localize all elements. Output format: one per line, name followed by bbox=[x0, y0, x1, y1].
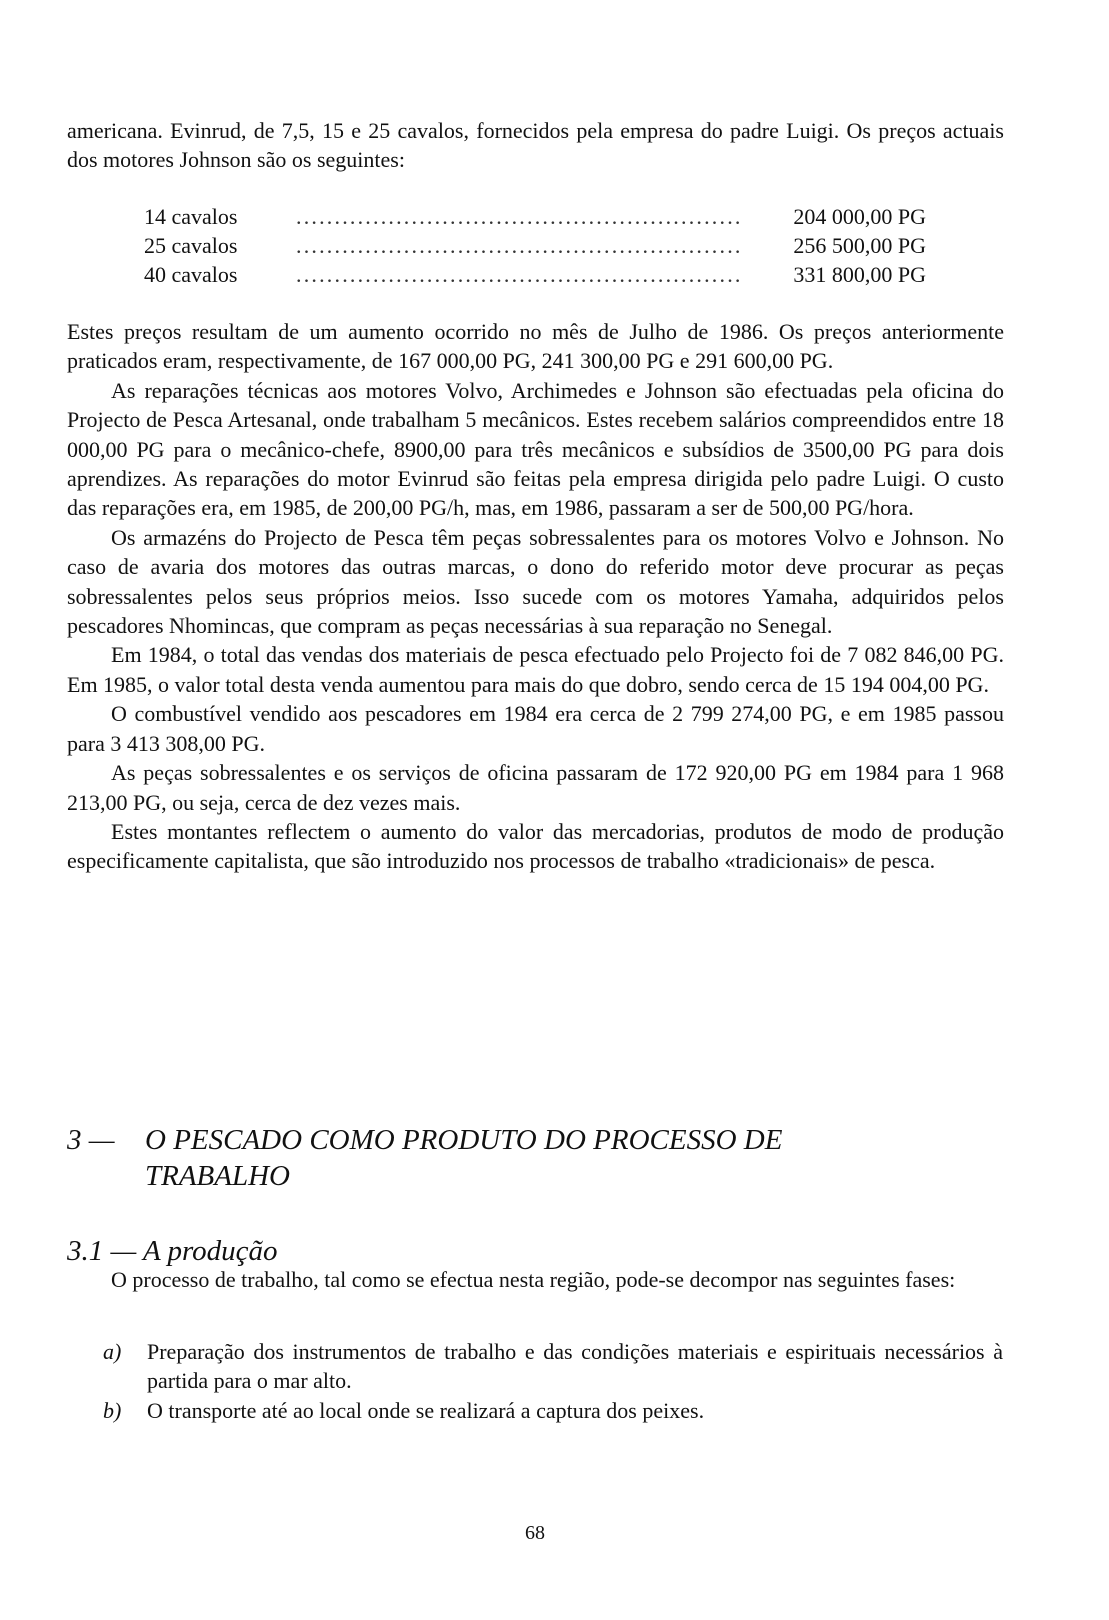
price-value: 256 500,00 PG bbox=[793, 233, 926, 258]
paragraph: O processo de trabalho, tal como se efectua nesta região, pode-se decompor nas seguintes fases: bbox=[111, 1267, 956, 1292]
price-label: 40 cavalos bbox=[144, 262, 238, 287]
paragraph: As reparações técnicas aos motores Volvo, Archimedes e Johnson são efectuadas pela oficina do Projecto de Pesca Artesanal, onde trabalham 5 mecânicos. Estes recebem salários compreendidos entre 18 000,00 PG para o mecânico-chefe, 8900,00 para três mecânicos e subsídios de 3500,00 PG para dois aprendizes. As reparações do motor Evinrud são feitas pela empresa dirigida pelo padre Luigi. O custo das reparações era, em 1985, de 200,00 PG/h, mas, em 1986, passaram a ser de 500,00 PG/hora. bbox=[67, 377, 1004, 521]
price-label: 14 cavalos bbox=[144, 204, 238, 229]
price-row bbox=[144, 231, 926, 260]
list-marker: b) bbox=[103, 1398, 122, 1423]
section-heading bbox=[67, 1122, 1027, 1194]
section-title-line2: TRABALHO bbox=[145, 1160, 290, 1192]
list-item-text: O transporte até ao local onde se realizará a captura dos peixes. bbox=[147, 1398, 705, 1423]
price-label: 25 cavalos bbox=[144, 233, 238, 258]
price-row bbox=[144, 260, 926, 289]
process-intro bbox=[67, 1265, 1004, 1294]
paragraph: Em 1984, o total das vendas dos materiais de pesca efectuado pelo Projecto foi de 7 082 846,00 PG. Em 1985, o valor total desta venda aumentou para mais do que dobro, sendo cerca de 15 194 004,00 PG. bbox=[67, 642, 1004, 697]
section-number: 3 — bbox=[67, 1124, 115, 1156]
paragraph: Estes preços resultam de um aumento ocorrido no mês de Julho de 1986. Os preços anteriormente praticados eram, respectivamente, de 167 000,00 PG, 241 300,00 PG e 291 600,00 PG. bbox=[67, 319, 1004, 374]
list-item bbox=[103, 1337, 1003, 1396]
subsection-heading: 3.1 — A produção bbox=[67, 1235, 278, 1267]
dot-leader: .......................................................... bbox=[296, 233, 743, 258]
intro-paragraph bbox=[67, 116, 1004, 175]
price-value: 204 000,00 PG bbox=[793, 204, 926, 229]
dot-leader: .......................................................... bbox=[296, 262, 743, 287]
price-row bbox=[144, 202, 926, 231]
list-item bbox=[103, 1396, 1003, 1425]
list-marker: a) bbox=[103, 1339, 122, 1364]
section-title-line1: O PESCADO COMO PRODUTO DO PROCESSO DE bbox=[145, 1124, 783, 1156]
paragraph: Estes montantes reflectem o aumento do valor das mercadorias, produtos de modo de produção especificamente capitalista, que são introduzido nos processos de trabalho «tradicionais» de pesca. bbox=[67, 818, 1004, 874]
paragraph: O combustível vendido aos pescadores em 1984 era cerca de 2 799 274,00 PG, e em 1985 passou para 3 413 308,00 PG. bbox=[67, 701, 1004, 756]
paragraph: As peças sobressalentes e os serviços de oficina passaram de 172 920,00 PG em 1984 para 1 968 213,00 PG, ou seja, cerca de dez vezes mais. bbox=[67, 760, 1004, 815]
body-paragraphs bbox=[67, 317, 1004, 876]
price-value: 331 800,00 PG bbox=[793, 262, 926, 287]
list-item-text: Preparação dos instrumentos de trabalho e das condições materiais e espirituais necessários à partida para o mar alto. bbox=[147, 1339, 1003, 1394]
paragraph: Os armazéns do Projecto de Pesca têm peças sobressalentes para os motores Volvo e Johnson. No caso de avaria dos motores das outras marcas, o dono do referido motor deve procurar as peças sobressalentes pelos seus próprios meios. Isso sucede com os motores Yamaha, adquiridos pelos pescadores Nhomincas, que compram as peças necessárias à sua reparação no Senegal. bbox=[67, 524, 1004, 639]
dot-leader: .......................................................... bbox=[296, 204, 743, 229]
intro-text: americana. Evinrud, de 7,5, 15 e 25 cavalos, fornecidos pela empresa do padre Luigi. Os preços actuais dos motores Johnson são os seguintes: bbox=[67, 118, 1004, 173]
page-number: 68 bbox=[525, 1522, 545, 1544]
